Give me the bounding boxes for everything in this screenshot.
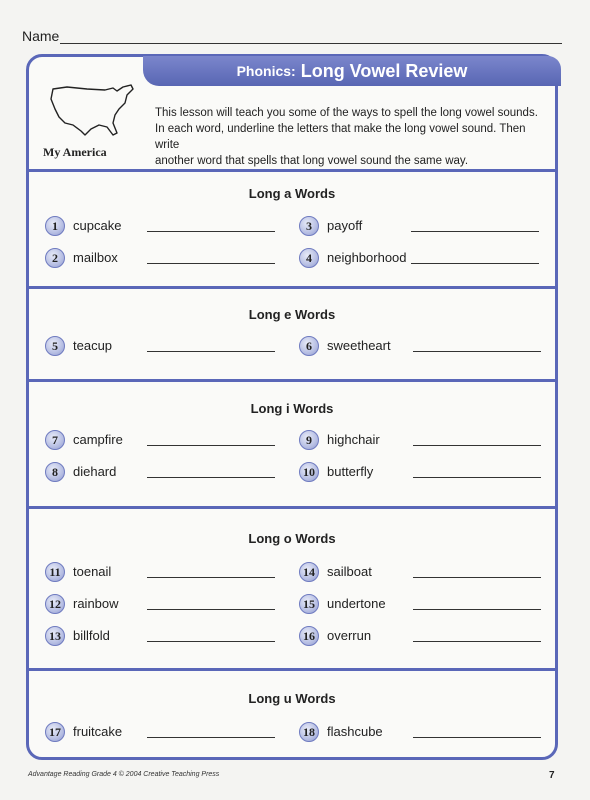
list-item — [299, 722, 549, 744]
section-title: Long i Words — [250, 401, 334, 416]
word-label: rainbow — [73, 596, 119, 611]
section-title: Long a Words — [248, 186, 336, 201]
number-badge: 15 — [299, 594, 319, 614]
section-long-i — [29, 379, 555, 507]
word-label: undertone — [327, 596, 386, 611]
number-badge: 1 — [45, 216, 65, 236]
section-long-u — [29, 668, 555, 763]
section-title: Long u Words — [248, 691, 336, 706]
answer-blank[interactable] — [413, 351, 541, 352]
worksheet-frame — [26, 54, 558, 760]
section-long-o — [29, 506, 555, 669]
page-title: Long Vowel Review — [300, 60, 468, 81]
list-item — [45, 216, 285, 238]
list-item — [45, 594, 285, 616]
number-badge: 14 — [299, 562, 319, 582]
section-long-e — [29, 286, 555, 381]
answer-blank[interactable] — [147, 737, 275, 738]
number-badge: 10 — [299, 462, 319, 482]
number-badge: 11 — [45, 562, 65, 582]
word-label: toenail — [73, 564, 112, 579]
number-badge: 17 — [45, 722, 65, 742]
word-label: butterfly — [327, 464, 374, 479]
number-badge: 4 — [299, 248, 319, 268]
list-item — [299, 248, 549, 270]
word-label: payoff — [327, 218, 363, 233]
list-item — [45, 722, 285, 744]
answer-blank[interactable] — [147, 477, 275, 478]
answer-blank[interactable] — [413, 577, 541, 578]
word-label: diehard — [73, 464, 117, 479]
intro-line: another word that spells that long vowel sound the same way. — [155, 155, 469, 167]
intro-text — [155, 105, 545, 169]
title-banner — [143, 56, 561, 86]
word-label: neighborhood — [327, 250, 407, 265]
name-label: Name — [22, 28, 60, 44]
answer-blank[interactable] — [411, 263, 539, 264]
list-item — [299, 594, 549, 616]
list-item — [299, 626, 549, 648]
number-badge: 3 — [299, 216, 319, 236]
number-badge: 13 — [45, 626, 65, 646]
word-label: billfold — [73, 628, 110, 643]
answer-blank[interactable] — [147, 231, 275, 232]
list-item — [299, 216, 549, 238]
word-label: flashcube — [327, 724, 383, 739]
answer-blank[interactable] — [411, 231, 539, 232]
section-long-a — [29, 169, 555, 284]
name-blank[interactable] — [60, 43, 562, 44]
answer-blank[interactable] — [147, 445, 275, 446]
answer-blank[interactable] — [147, 577, 275, 578]
number-badge: 12 — [45, 594, 65, 614]
section-title: Long e Words — [248, 307, 336, 322]
list-item — [299, 462, 549, 484]
answer-blank[interactable] — [147, 351, 275, 352]
list-item — [45, 430, 285, 452]
answer-blank[interactable] — [147, 641, 275, 642]
list-item — [299, 430, 549, 452]
answer-blank[interactable] — [147, 609, 275, 610]
number-badge: 6 — [299, 336, 319, 356]
name-row — [22, 28, 562, 48]
list-item — [45, 248, 285, 270]
number-badge: 2 — [45, 248, 65, 268]
list-item — [45, 626, 285, 648]
answer-blank[interactable] — [413, 737, 541, 738]
answer-blank[interactable] — [147, 263, 275, 264]
title-prefix: Phonics: — [236, 63, 296, 79]
word-label: campfire — [73, 432, 123, 447]
list-item — [299, 562, 549, 584]
number-badge: 5 — [45, 336, 65, 356]
word-label: overrun — [327, 628, 372, 643]
intro-line: In each word, underline the letters that make the long vowel sound. Then write — [155, 123, 526, 151]
number-badge: 18 — [299, 722, 319, 742]
number-badge: 16 — [299, 626, 319, 646]
word-label: mailbox — [73, 250, 118, 265]
word-label: highchair — [327, 432, 380, 447]
answer-blank[interactable] — [413, 641, 541, 642]
list-item — [45, 462, 285, 484]
number-badge: 9 — [299, 430, 319, 450]
logo-caption: My America — [43, 145, 107, 159]
number-badge: 7 — [45, 430, 65, 450]
list-item — [45, 336, 285, 358]
word-label: teacup — [73, 338, 113, 353]
intro-line: This lesson will teach you some of the ways to spell the long vowel sounds. — [155, 107, 538, 119]
answer-blank[interactable] — [413, 445, 541, 446]
word-label: sweetheart — [327, 338, 391, 353]
number-badge: 8 — [45, 462, 65, 482]
answer-blank[interactable] — [413, 609, 541, 610]
list-item — [299, 336, 549, 358]
word-label: sailboat — [327, 564, 372, 579]
word-label: cupcake — [73, 218, 122, 233]
answer-blank[interactable] — [413, 477, 541, 478]
page-number: 7 — [549, 770, 555, 781]
footer-credit: Advantage Reading Grade 4 © 2004 Creative Teaching Press — [28, 771, 220, 778]
word-label: fruitcake — [73, 724, 123, 739]
list-item — [45, 562, 285, 584]
section-title: Long o Words — [248, 531, 336, 546]
